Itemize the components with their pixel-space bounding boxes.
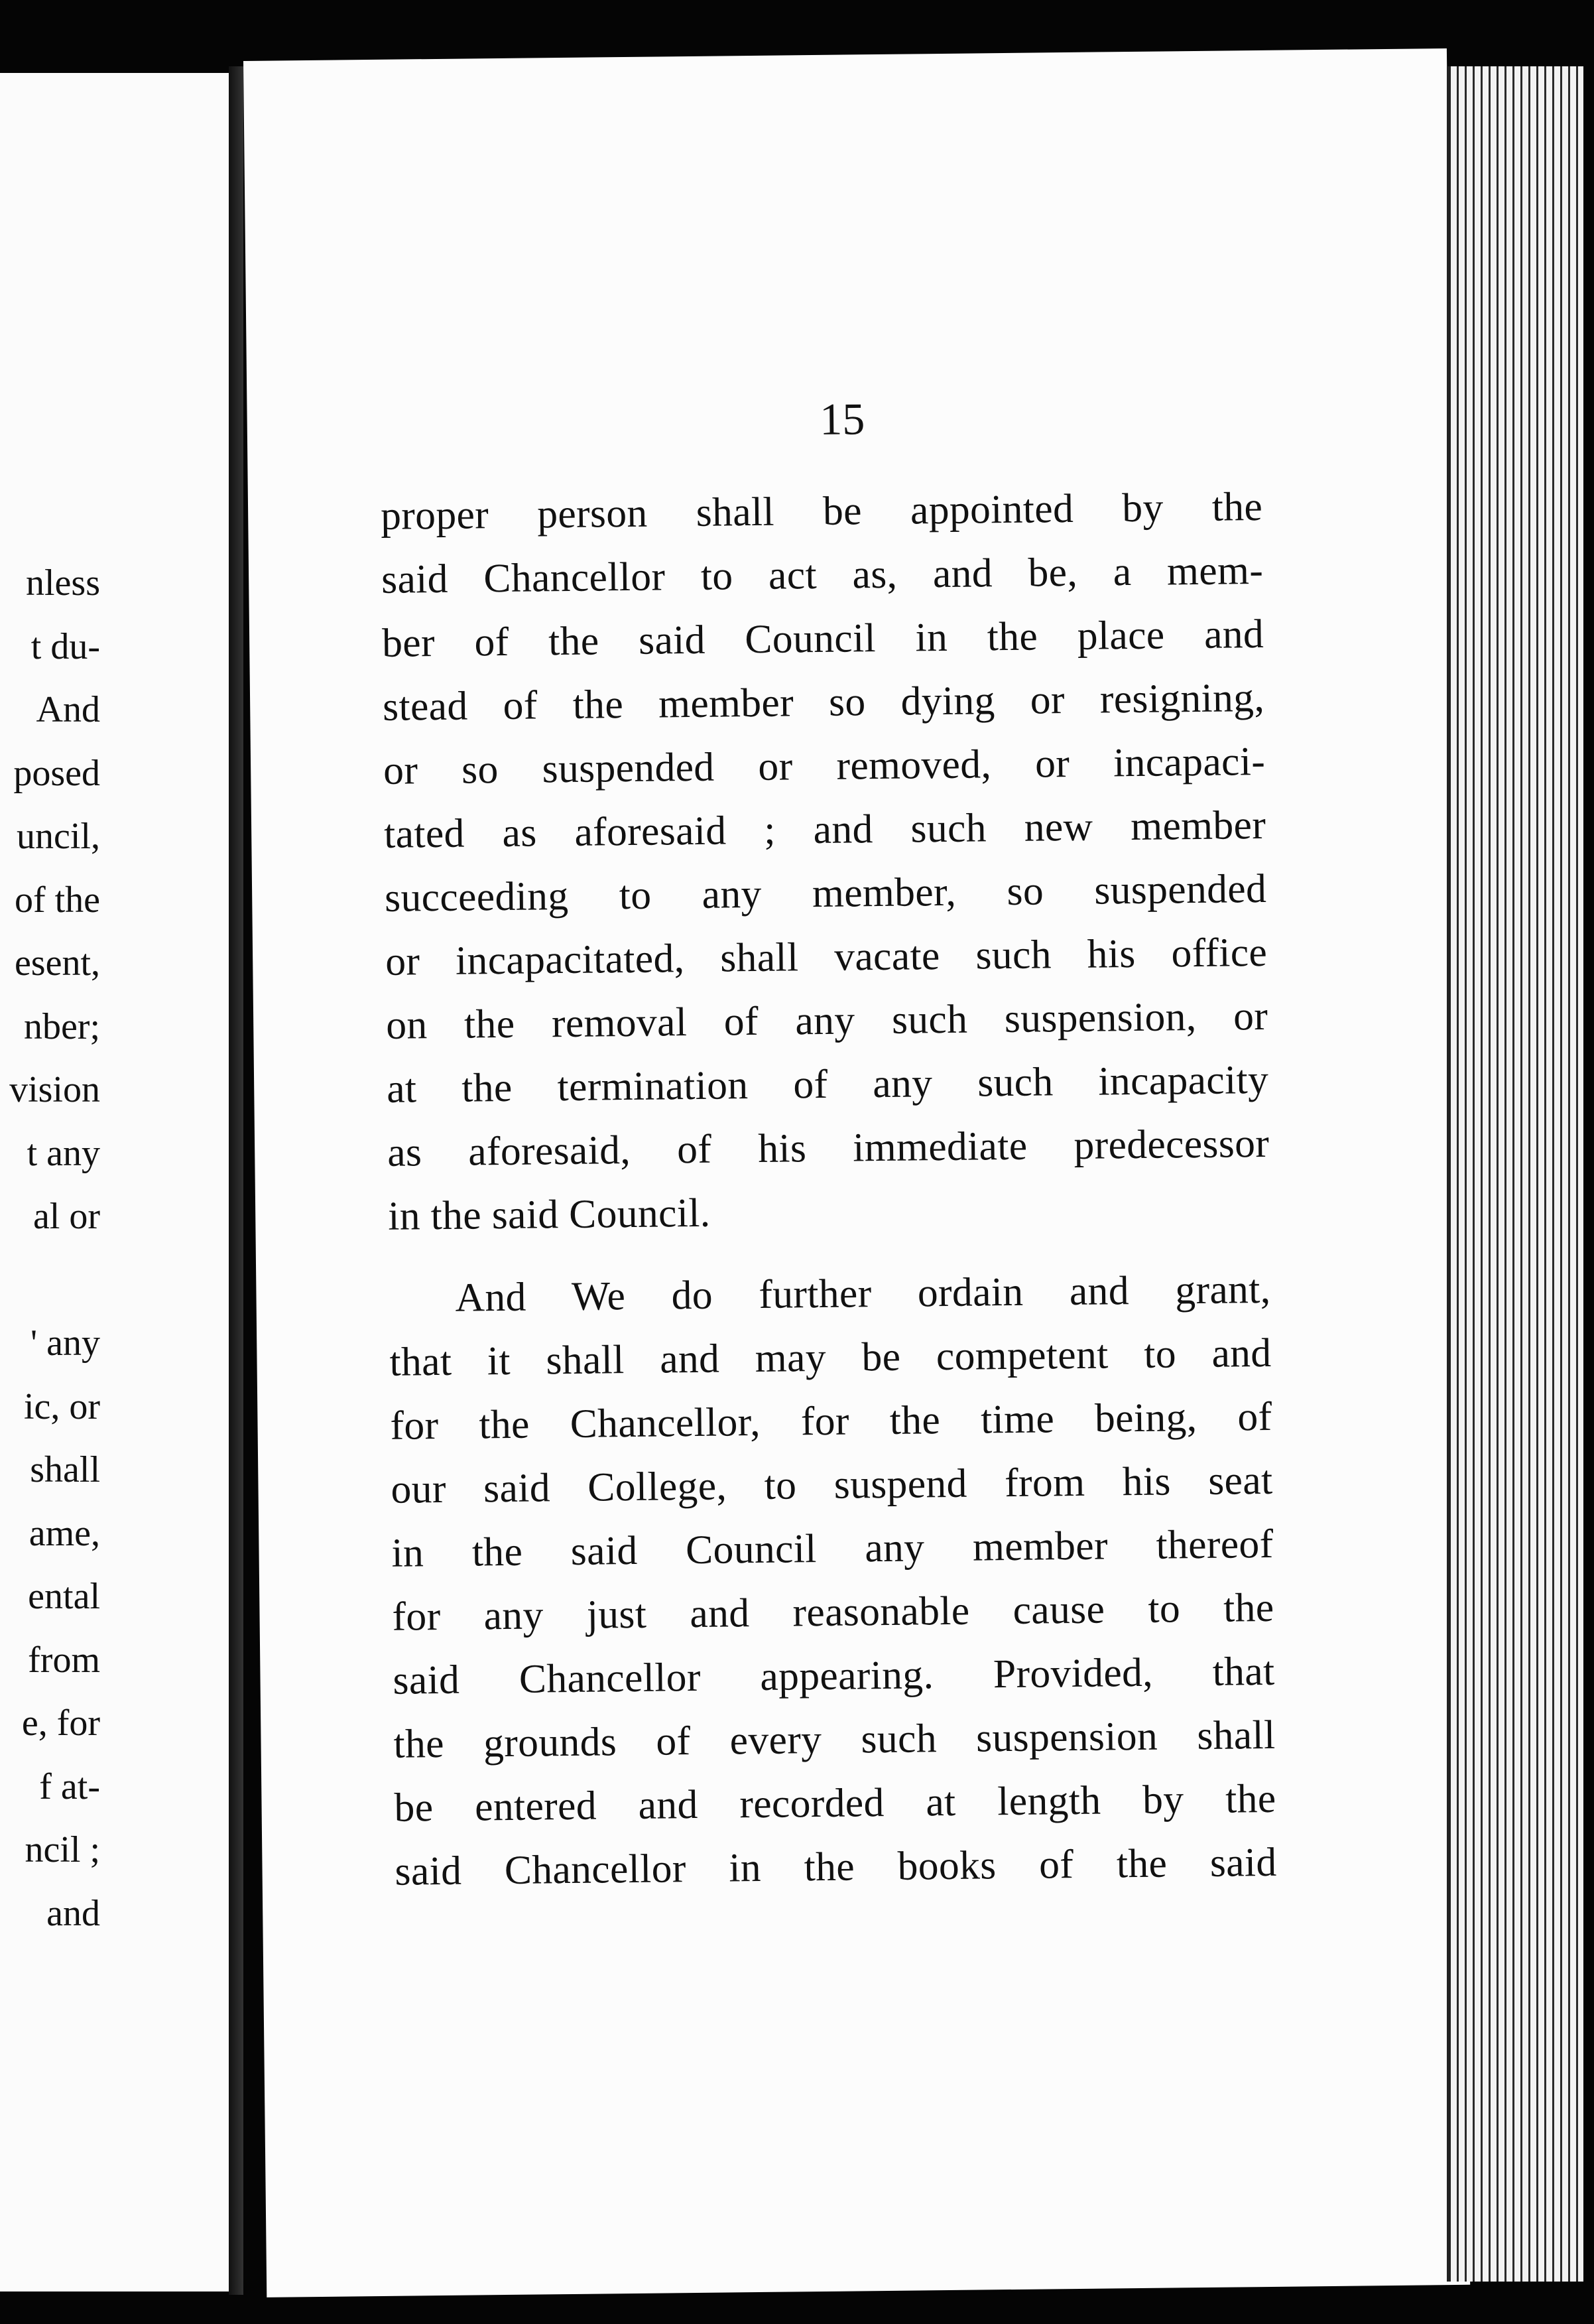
left-page-line: esent, <box>14 942 100 984</box>
text-line: ber of the said Council in the place and <box>381 611 1264 666</box>
left-page-line: ncil ; <box>25 1829 100 1870</box>
text-line: And We do further ordain and grant, <box>455 1266 1271 1321</box>
text-line: on the removal of any such suspension, or <box>385 993 1268 1048</box>
left-page-line: ic, or <box>23 1386 100 1427</box>
left-page-line: uncil, <box>17 816 100 857</box>
left-page-line: ame, <box>29 1512 100 1554</box>
text-line: succeeding to any member, so suspended <box>384 866 1267 921</box>
text-line: the grounds of every such suspension shall <box>393 1712 1276 1767</box>
left-page-line: and <box>46 1892 100 1934</box>
book-gutter <box>229 66 243 2295</box>
left-page-line: f at- <box>39 1766 100 1807</box>
left-page <box>0 73 231 2292</box>
text-line: said Chancellor to act as, and be, a mem- <box>381 547 1264 602</box>
text-line: for the Chancellor, for the time being, of <box>390 1393 1272 1449</box>
text-line: or incapacitated, shall vacate such his office <box>385 929 1268 984</box>
text-line: said Chancellor in the books of the said <box>395 1839 1277 1894</box>
left-page-line <box>3 1249 229 1313</box>
left-page-line: e, for <box>21 1703 100 1744</box>
text-line: for any just and reasonable cause to the <box>392 1584 1274 1640</box>
left-page-line: nber; <box>23 1005 100 1047</box>
left-page-line: posed <box>13 752 100 794</box>
left-page-line: shall <box>30 1449 100 1490</box>
text-line: at the termination of any such incapacity <box>386 1057 1269 1112</box>
page-body-text <box>381 475 1277 1904</box>
left-page-line: t du- <box>31 625 100 667</box>
text-line: in the said Council. <box>387 1190 711 1239</box>
paragraph-1 <box>381 475 1270 1248</box>
text-line: our said College, to suspend from his seat <box>391 1457 1273 1512</box>
page-number: 15 <box>819 393 865 444</box>
text-line: proper person shall be appointed by the <box>380 484 1263 539</box>
text-line: tated as aforesaid ; and such new member <box>383 802 1266 857</box>
paragraph-2 <box>389 1258 1277 1904</box>
left-page-line: ental <box>28 1576 100 1617</box>
text-line: stead of the member so dying or resigning, <box>382 675 1265 730</box>
text-line: that it shall and may be competent to and <box>389 1330 1272 1385</box>
left-page-line: al or <box>32 1196 100 1237</box>
left-page-line: of the <box>14 879 100 921</box>
right-page <box>243 48 1470 2297</box>
text-line: in the said Council any member thereof <box>391 1521 1274 1576</box>
text-line: or so suspended or removed, or incapaci- <box>383 738 1266 793</box>
text-line: as aforesaid, of his immediate predecessor <box>387 1120 1270 1175</box>
left-page-text <box>3 552 229 1945</box>
page-edges <box>1447 66 1583 2282</box>
text-line: be entered and recorded at length by the <box>394 1775 1276 1831</box>
left-page-line: And <box>36 689 100 730</box>
left-page-line: from <box>28 1639 100 1681</box>
left-page-line: nless <box>26 562 100 604</box>
left-page-line: ' any <box>31 1323 100 1364</box>
text-line: said Chancellor appearing. Provided, that <box>393 1648 1275 1703</box>
left-page-line: t any <box>27 1132 100 1174</box>
left-page-line: vision <box>9 1069 100 1110</box>
